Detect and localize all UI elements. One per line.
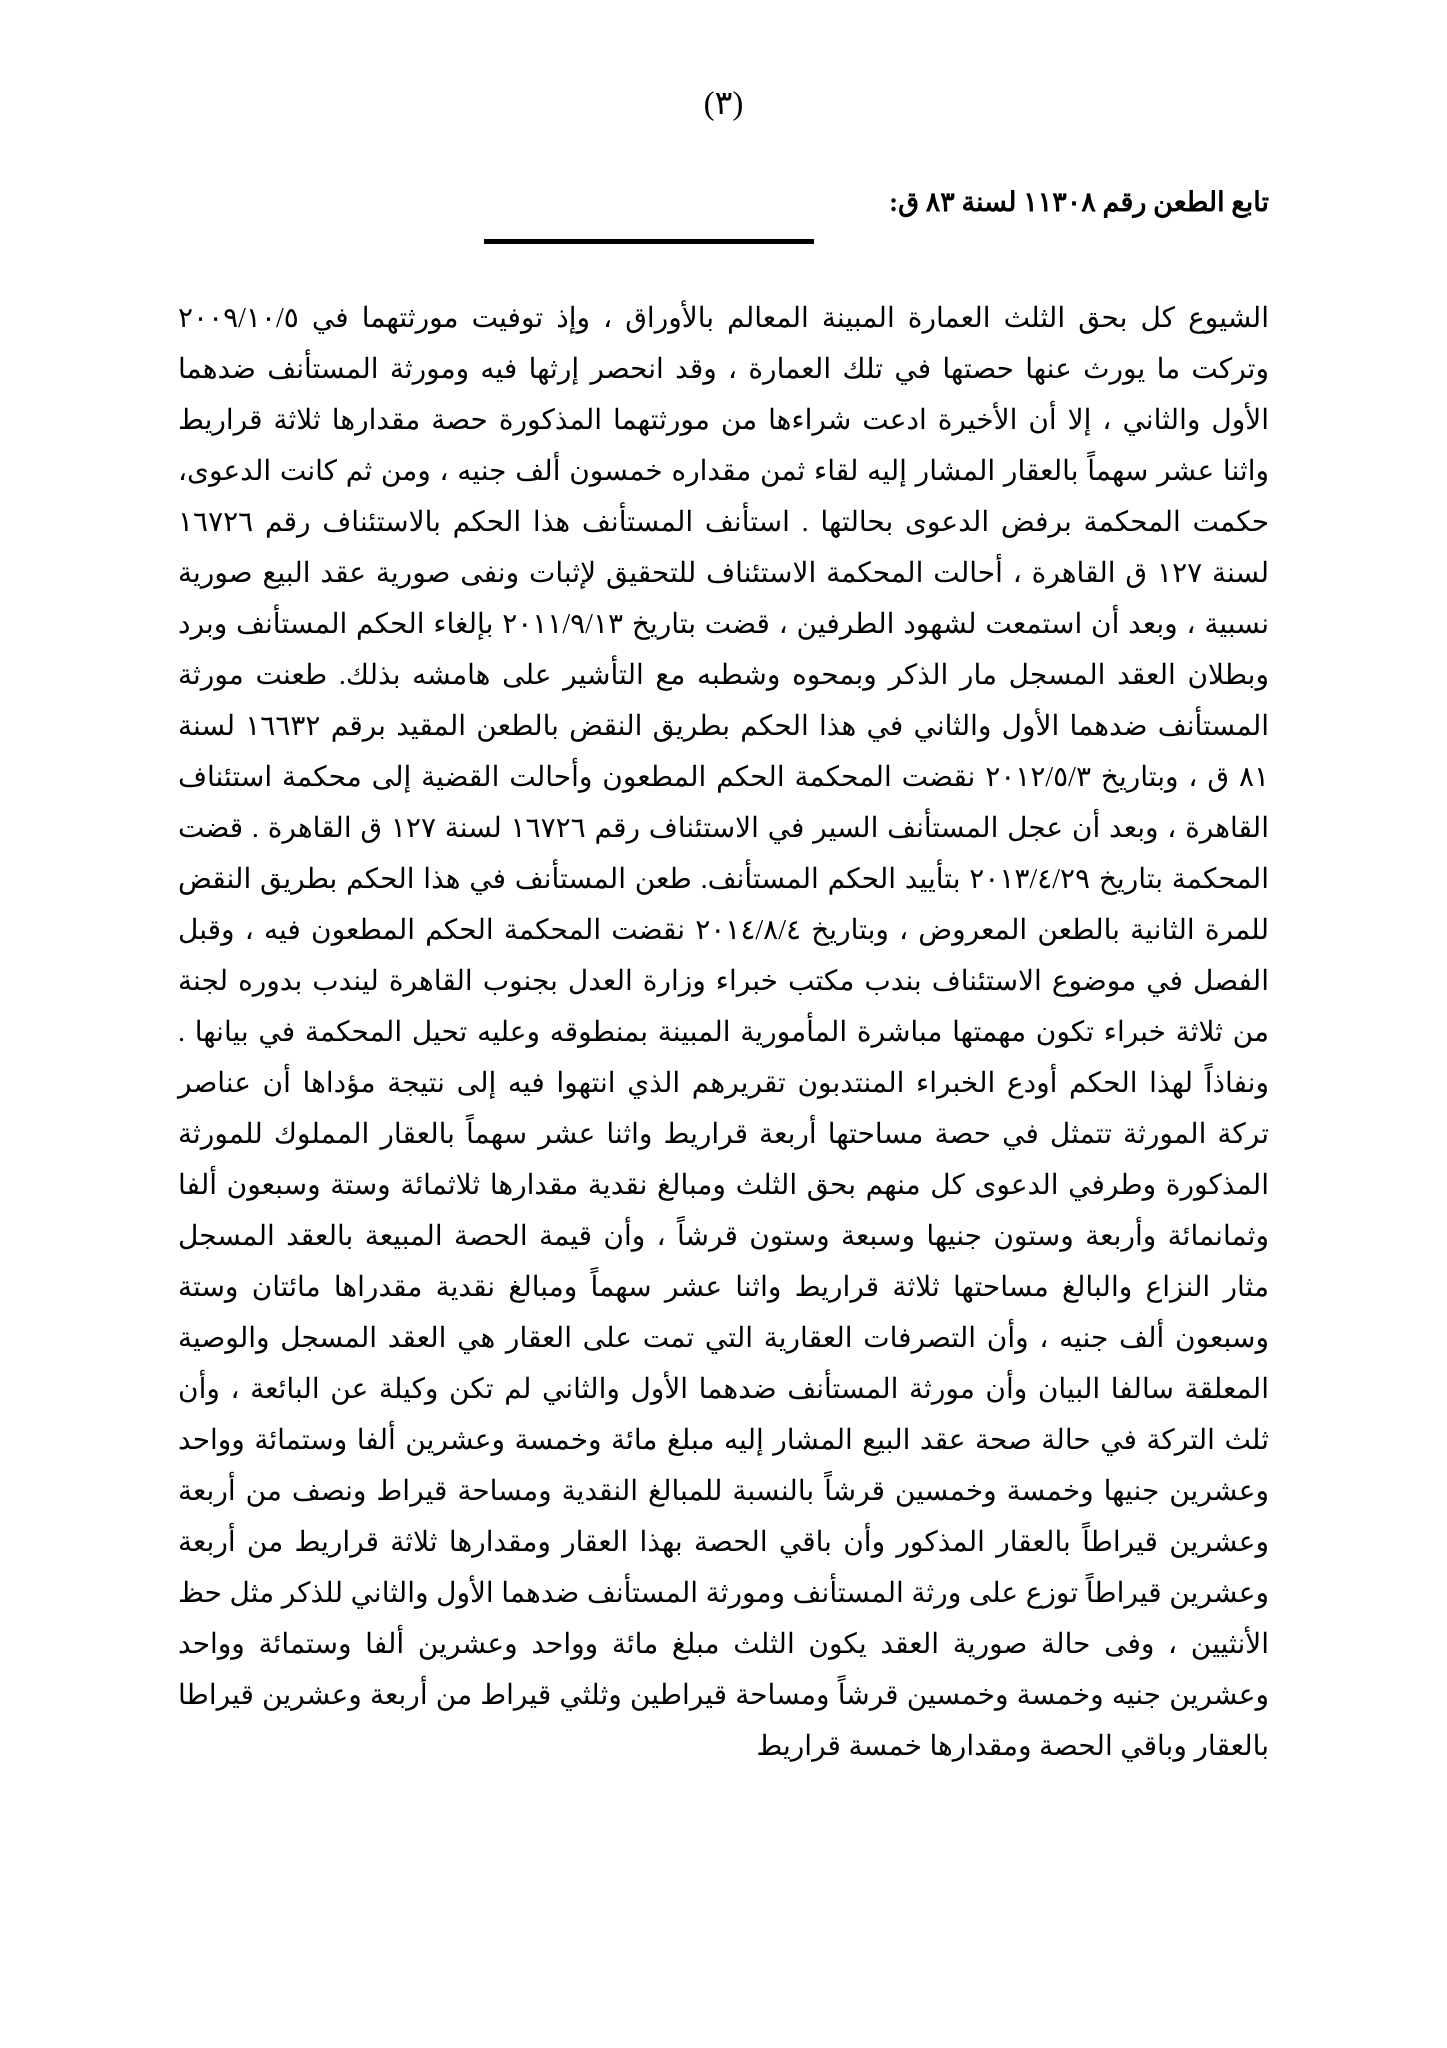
- body-paragraph: الشيوع كل بحق الثلث العمارة المبينة المعالم بالأوراق ، وإذ توفيت مورثتهما في ٢٠٠٩/١٠/٥ وتركت ما يورث عنها حصتها في تلك العمارة ، وقد انحصر إرثها فيه ومورثة المستأنف ضدهما الأول والثاني ، إلا أن الأخيرة ادعت شراءها من مورثتهما المذكورة حصة مقدارها ثلاثة قراريط واثنا عشر سهماً بالعقار المشار إليه لقاء ثمن مقداره خمسون ألف جنيه ، ومن ثم كانت الدعوى، حكمت المحكمة برفض الدعوى بحالتها . استأنف المستأنف هذا الحكم بالاستئناف رقم ١٦٧٢٦ لسنة ١٢٧ ق القاهرة ، أحالت المحكمة الاستئناف للتحقيق لإثبات ونفى صورية عقد البيع صورية نسبية ، وبعد أن استمعت لشهود الطرفين ، قضت بتاريخ ٢٠١١/٩/١٣ بإلغاء الحكم المستأنف وبرد وبطلان العقد المسجل مار الذكر وبمحوه وشطبه مع التأشير على هامشه بذلك. طعنت مورثة المستأنف ضدهما الأول والثاني في هذا الحكم بطريق النقض بالطعن المقيد برقم ١٦٦٣٢ لسنة ٨١ ق ، وبتاريخ ٢٠١٢/٥/٣ نقضت المحكمة الحكم المطعون وأحالت القضية إلى محكمة استئناف القاهرة ، وبعد أن عجل المستأنف السير في الاستئناف رقم ١٦٧٢٦ لسنة ١٢٧ ق القاهرة . قضت المحكمة بتاريخ ٢٠١٣/٤/٢٩ بتأييد الحكم المستأنف. طعن المستأنف في هذا الحكم بطريق النقض للمرة الثانية بالطعن المعروض ، وبتاريخ ٢٠١٤/٨/٤ نقضت المحكمة الحكم المطعون فيه ، وقبل الفصل في موضوع الاستئناف بندب مكتب خبراء وزارة العدل بجنوب القاهرة ليندب بدوره لجنة من ثلاثة خبراء تكون مهمتها مباشرة المأمورية المبينة بمنطوقه وعليه تحيل المحكمة في بيانها . ونفاذاً لهذا الحكم أودع الخبراء المنتدبون تقريرهم الذي انتهوا فيه إلى نتيجة مؤداها أن عناصر تركة المورثة تتمثل في حصة مساحتها أربعة قراريط واثنا عشر سهماً بالعقار المملوك للمورثة المذكورة وطرفي الدعوى كل منهم بحق الثلث ومبالغ نقدية مقدارها ثلاثمائة وستة وسبعون ألفا وثمانمائة وأربعة وستون جنيها وسبعة وستون قرشاً ، وأن قيمة الحصة المبيعة بالعقد المسجل مثار النزاع والبالغ مساحتها ثلاثة قراريط واثنا عشر سهماً ومبالغ نقدية مقدراها مائتان وستة وسبعون ألف جنيه ، وأن التصرفات العقارية التي تمت على العقار هي العقد المسجل والوصية المعلقة سالفا البيان وأن مورثة المستأنف ضدهما الأول والثاني لم تكن وكيلة عن البائعة ، وأن ثلث التركة في حالة صحة عقد البيع المشار إليه مبلغ مائة وخمسة وعشرين ألفا وستمائة وواحد وعشرين جنيها وخمسة وخمسين قرشاً بالنسبة للمبالغ النقدية ومساحة قيراط ونصف من أربعة وعشرين قيراطاً بالعقار المذكور وأن باقي الحصة بهذا العقار ومقدارها ثلاثة قراريط من أربعة وعشرين قيراطاً توزع على ورثة المستأنف ومورثة المستأنف ضدهما الأول والثاني للذكر مثل حظ الأنثيين ، وفى حالة صورية العقد يكون الثلث مبلغ مائة وواحد وعشرين ألفا وستمائة وواحد وعشرين جنيه وخمسة وخمسين قرشاً ومساحة قيراطين وثلثي قيراط من أربعة وعشرين قيراطا بالعقار وباقي الحصة ومقدارها خمسة قراريط: [178, 303, 1270, 1762]
- header-divider: [484, 239, 814, 244]
- case-reference-title: تابع الطعن رقم ١١٣٠٨ لسنة ٨٣ ق:: [889, 187, 1269, 217]
- document-body: [178, 293, 1269, 1772]
- page-number: (٣): [703, 86, 744, 122]
- document-header: [178, 186, 1269, 244]
